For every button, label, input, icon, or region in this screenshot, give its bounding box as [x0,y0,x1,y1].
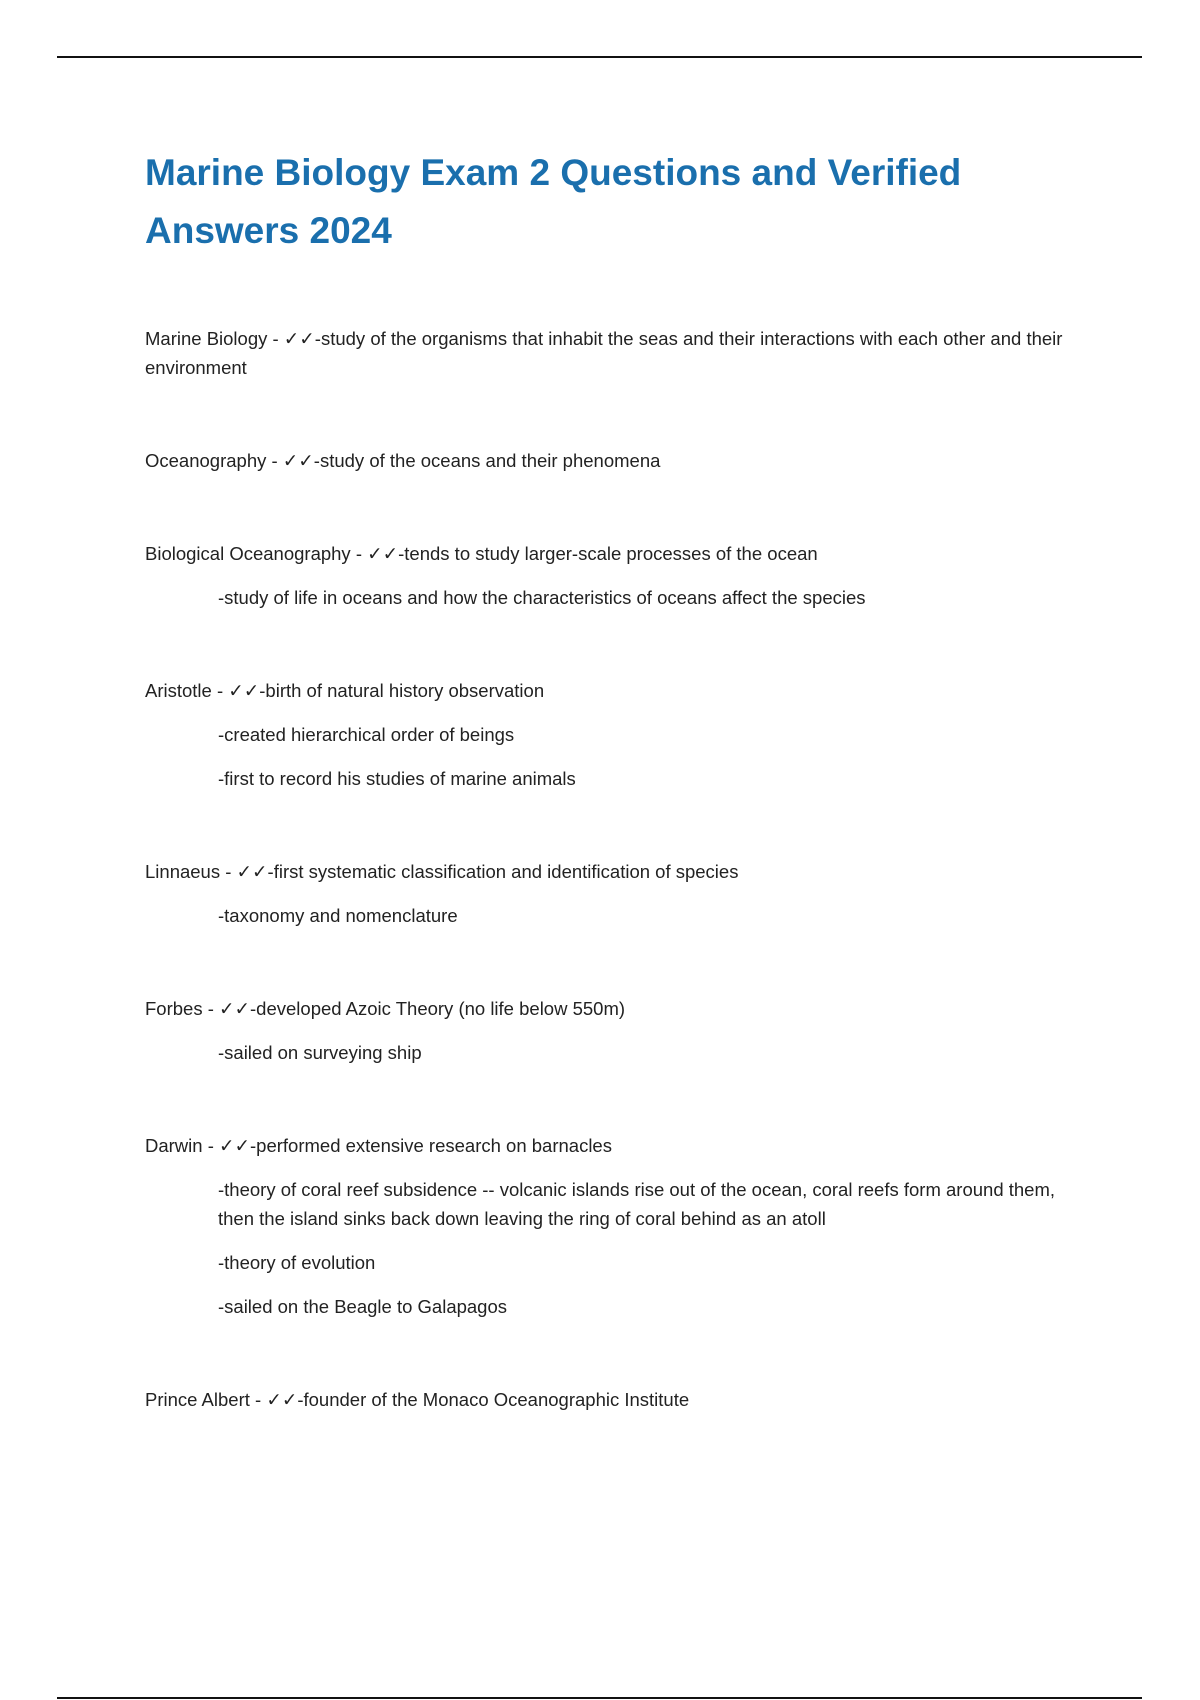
entry-sub-point: -theory of evolution [218,1252,376,1273]
qa-entry [145,324,1085,382]
entry-sub-point: -sailed on the Beagle to Galapagos [218,1296,508,1317]
qa-entry [145,994,1085,1067]
entry-sub-point: -study of life in oceans and how the characteristics of oceans affect the species [218,587,866,608]
entry-sub-point: -taxonomy and nomenclature [218,905,458,926]
entry-term-definition: Marine Biology - ✓✓-study of the organisms that inhabit the seas and their interactions with each other and their environment [145,328,1063,378]
entry-term-definition: Biological Oceanography - ✓✓-tends to study larger-scale processes of the ocean [145,543,818,564]
qa-entry [145,1385,1085,1414]
entry-term-definition: Forbes - ✓✓-developed Azoic Theory (no life below 550m) [145,998,626,1019]
qa-entry [145,446,1085,475]
qa-entry [145,857,1085,930]
entry-term-definition: Darwin - ✓✓-performed extensive research on barnacles [145,1135,612,1156]
entry-term-definition: Prince Albert - ✓✓-founder of the Monaco Oceanographic Institute [145,1389,690,1410]
entry-sub-point: -theory of coral reef subsidence -- volcanic islands rise out of the ocean, coral reefs form around them, then the island sinks back down leaving the ring of coral behind as an atoll [218,1179,1056,1229]
qa-entry [145,676,1085,793]
qa-entry [145,1131,1085,1321]
qa-entry [145,539,1085,612]
footer-rule [57,1697,1142,1699]
entry-term-definition: Linnaeus - ✓✓-first systematic classification and identification of species [145,861,739,882]
entry-sub-point: -first to record his studies of marine animals [218,768,576,789]
document-body [145,144,1085,1478]
entry-sub-point: -created hierarchical order of beings [218,724,515,745]
entry-term-definition: Oceanography - ✓✓-study of the oceans and their phenomena [145,450,661,471]
entry-term-definition: Aristotle - ✓✓-birth of natural history observation [145,680,545,701]
entry-list [145,324,1085,1414]
document-title: Marine Biology Exam 2 Questions and Verified Answers 2024 [145,152,962,251]
entry-sub-point: -sailed on surveying ship [218,1042,422,1063]
header-rule [57,56,1142,58]
